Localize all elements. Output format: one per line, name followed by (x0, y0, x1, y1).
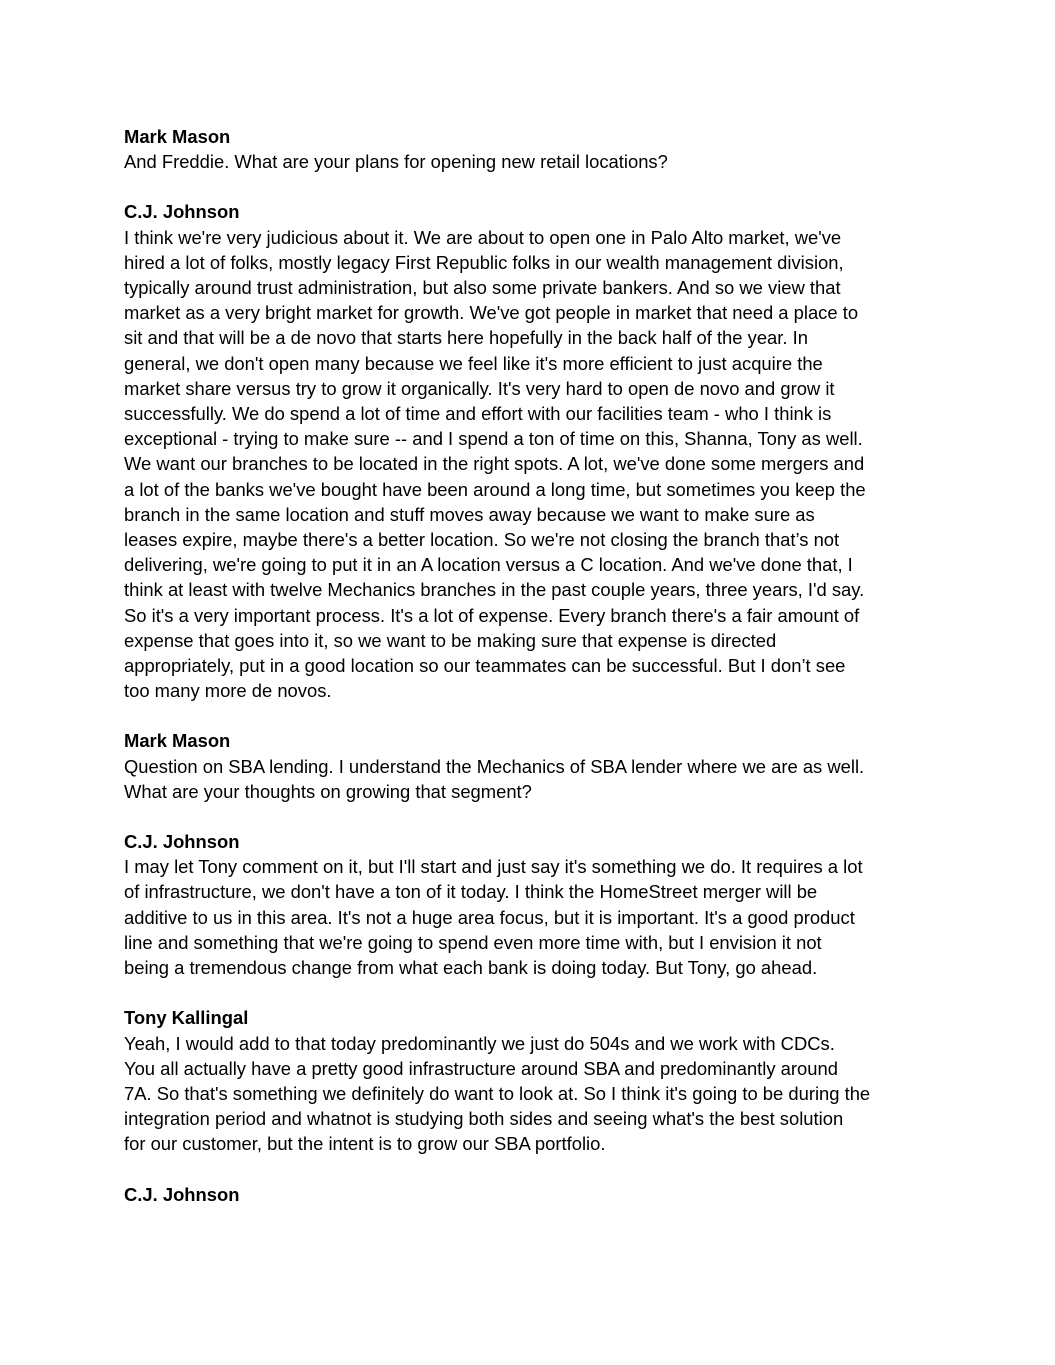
speech-line: hired a lot of folks, mostly legacy First Republic folks in our wealth management division, (124, 251, 844, 273)
speaker-turn (124, 124, 944, 174)
speech-line: And Freddie. What are your plans for opening new retail locations? (124, 151, 668, 173)
speaker-name: C.J. Johnson (124, 201, 240, 223)
speech-text (124, 225, 944, 704)
speech-line: of infrastructure, we don't have a ton of it today. I think the HomeStreet merger will be (124, 881, 818, 903)
transcript-page (124, 124, 944, 1232)
speech-line: being a tremendous change from what each bank is doing today. But Tony, go ahead. (124, 957, 818, 979)
speech-line: a lot of the banks we've bought have been around a long time, but sometimes you keep the (124, 478, 866, 500)
speech-line: Yeah, I would add to that today predominantly we just do 504s and we work with CDCs. (124, 1032, 835, 1054)
speech-line: additive to us in this area. It's not a huge area focus, but it is important. It's a good product (124, 906, 855, 928)
speech-line: What are your thoughts on growing that segment? (124, 780, 532, 802)
speech-line: Question on SBA lending. I understand the Mechanics of SBA lender where we are as well. (124, 755, 865, 777)
speech-line: integration period and whatnot is studying both sides and seeing what's the best solution (124, 1108, 844, 1130)
speech-line: delivering, we're going to put it in an A location versus a C location. And we've done that, I (124, 554, 853, 576)
speech-line: leases expire, maybe there's a better location. So we're not closing the branch that’s not (124, 529, 840, 551)
speech-line: expense that goes into it, so we want to be making sure that expense is directed (124, 629, 777, 651)
speech-line: We want our branches to be located in the right spots. A lot, we've done some mergers and (124, 453, 865, 475)
speaker-turn (124, 1005, 944, 1156)
speaker-turn (124, 1182, 944, 1207)
speech-line: sit and that will be a de novo that starts here hopefully in the back half of the year. In (124, 327, 808, 349)
speaker-turn (124, 199, 944, 703)
speech-line: I may let Tony comment on it, but I'll start and just say it's something we do. It requires a lot (124, 856, 863, 878)
speech-line: So it's a very important process. It's a lot of expense. Every branch there's a fair amount of (124, 604, 860, 626)
speech-text (124, 754, 944, 804)
speech-line: appropriately, put in a good location so our teammates can be successful. But I don’t see (124, 655, 846, 677)
speech-line: market as a very bright market for growth. We've got people in market that need a place to (124, 302, 859, 324)
speech-line: exceptional - trying to make sure -- and I spend a ton of time on this, Shanna, Tony as well. (124, 428, 863, 450)
speech-text (124, 149, 944, 174)
speech-line: market share versus try to grow it organically. It's very hard to open de novo and grow it (124, 377, 835, 399)
speech-line: You all actually have a pretty good infrastructure around SBA and predominantly around (124, 1057, 838, 1079)
speech-line: branch in the same location and stuff moves away because we want to make sure as (124, 503, 815, 525)
speech-line: too many more de novos. (124, 680, 332, 702)
speech-text (124, 854, 944, 980)
speech-line: successfully. We do spend a lot of time and effort with our facilities team - who I think is (124, 403, 832, 425)
speech-line: 7A. So that's something we definitely do want to look at. So I think it's going to be during the (124, 1082, 871, 1104)
speech-line: I think we're very judicious about it. We are about to open one in Palo Alto market, we've (124, 226, 842, 248)
speaker-name: Tony Kallingal (124, 1007, 249, 1029)
speaker-name: Mark Mason (124, 730, 231, 752)
speech-line: general, we don't open many because we feel like it's more efficient to just acquire the (124, 352, 823, 374)
speaker-name: C.J. Johnson (124, 831, 240, 853)
speech-line: typically around trust administration, but also some private bankers. And so we view that (124, 277, 841, 299)
speech-text (124, 1031, 944, 1157)
speaker-turn (124, 728, 944, 804)
speaker-turn (124, 829, 944, 980)
speech-line: line and something that we're going to spend even more time with, but I envision it not (124, 931, 822, 953)
speech-line: for our customer, but the intent is to grow our SBA portfolio. (124, 1133, 606, 1155)
speech-line: think at least with twelve Mechanics branches in the past couple years, three years, I'd say. (124, 579, 865, 601)
speaker-name: Mark Mason (124, 126, 231, 147)
speaker-name: C.J. Johnson (124, 1183, 240, 1205)
